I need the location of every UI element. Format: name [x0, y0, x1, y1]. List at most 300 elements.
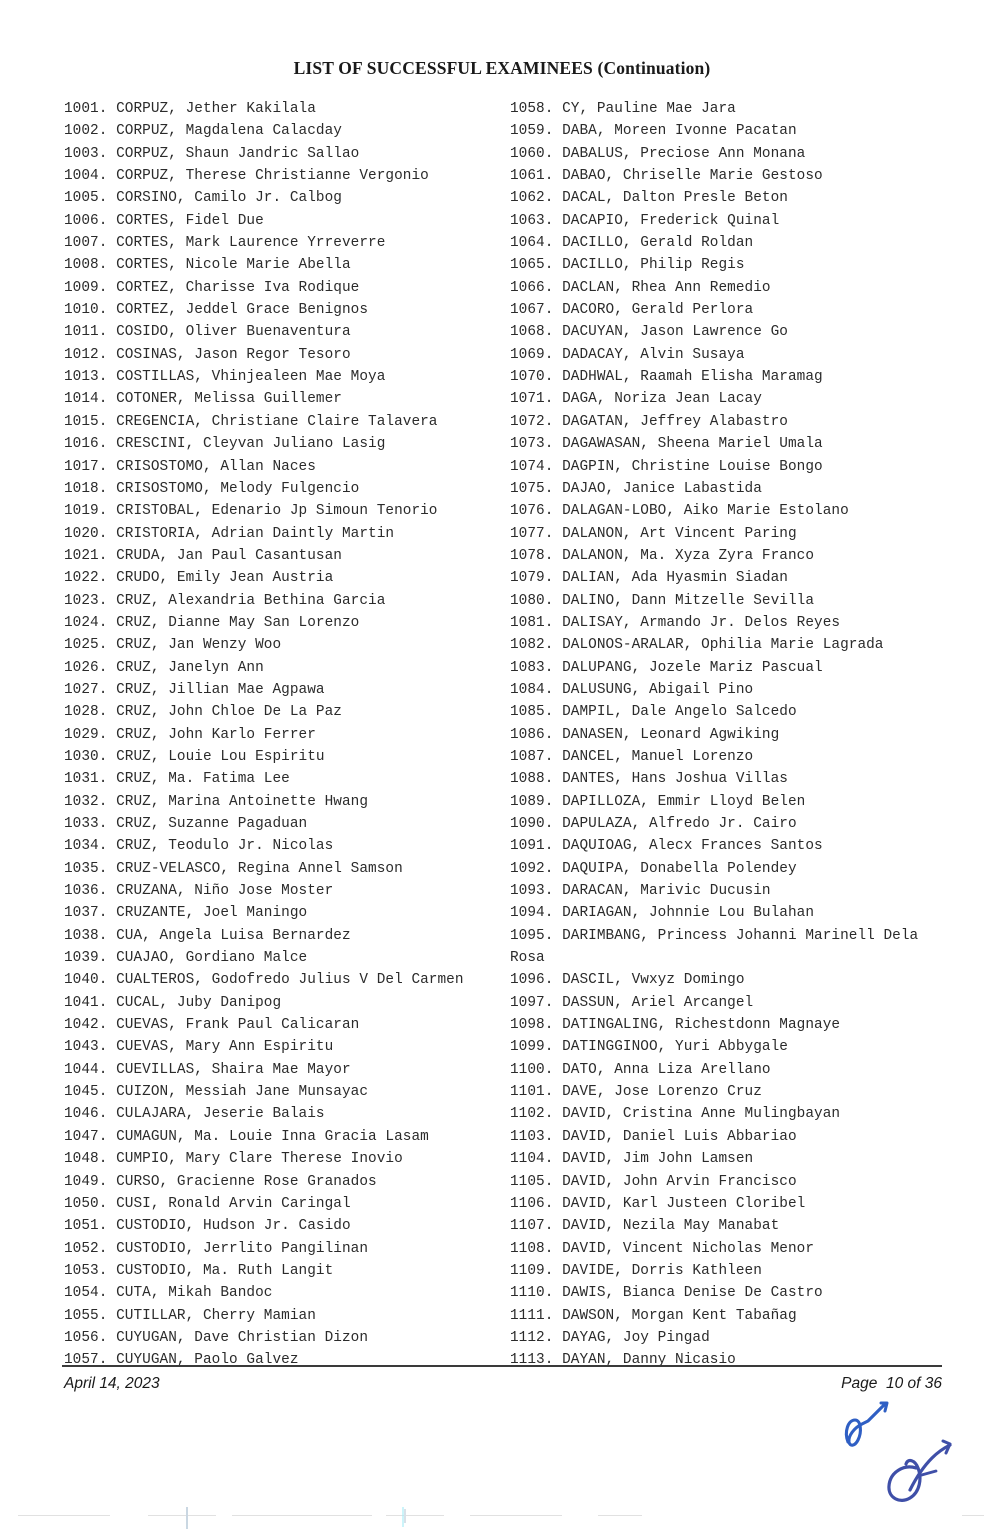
- examinee-entry: [510, 1036, 944, 1058]
- examinee-entry: [64, 746, 510, 768]
- examinee-number: 1087.: [510, 748, 554, 765]
- examinee-number: 1069.: [510, 346, 554, 363]
- examinee-number: 1066.: [510, 279, 554, 296]
- examinee-number: 1072.: [510, 413, 554, 430]
- examinee-entry: [510, 1126, 944, 1148]
- examinee-number: 1039.: [64, 950, 108, 967]
- examinee-number: 1075.: [510, 480, 554, 497]
- examinee-number: 1053.: [64, 1262, 108, 1279]
- examinee-name: CRUZ, Ma. Fatima Lee: [107, 771, 290, 788]
- examinee-name: DADACAY, Alvin Susaya: [553, 346, 745, 363]
- examinee-name: CRUZ, John Chloe De La Paz: [107, 704, 342, 721]
- examinee-name: CRUZ, Suzanne Pagaduan: [107, 816, 308, 832]
- examinee-entry: [64, 388, 510, 410]
- examinee-name: DALONOS-ARALAR, Ophilia Marie Lagrada: [553, 637, 884, 654]
- examinee-entry: [510, 858, 944, 880]
- examinee-entry: [510, 1059, 944, 1081]
- examinee-number: 1049.: [64, 1173, 108, 1190]
- examinee-name: CORTEZ, Charisse Iva Rodique: [107, 279, 360, 296]
- examinee-number: 1102.: [510, 1106, 554, 1123]
- examinee-number: 1034.: [64, 838, 108, 855]
- examinee-entry: [64, 366, 510, 388]
- examinee-name: DAGPIN, Christine Louise Bongo: [553, 458, 823, 475]
- examinee-entry: [510, 545, 944, 567]
- examinee-name: CRUZ, Janelyn Ann: [107, 659, 264, 676]
- examinee-number: 1091.: [510, 838, 554, 855]
- examinee-number: 1044.: [64, 1061, 108, 1078]
- examinee-list-column-left: [64, 98, 510, 1372]
- examinee-number: 1074.: [510, 458, 554, 475]
- examinee-name: DAYAG, Joy Pingad: [553, 1329, 710, 1346]
- examinee-entry: [64, 321, 510, 343]
- examinee-name: DALANON, Art Vincent Paring: [553, 525, 797, 542]
- examinee-list: [64, 98, 944, 1372]
- examinee-name: DAVID, Vincent Nicholas Menor: [553, 1240, 815, 1257]
- examinee-name: CRUDO, Emily Jean Austria: [107, 570, 334, 587]
- examinee-entry: [64, 98, 510, 120]
- examinee-entry: [64, 478, 510, 500]
- examinee-number: 1019.: [64, 503, 108, 520]
- examinee-name: CURSO, Gracienne Rose Granados: [107, 1173, 377, 1190]
- footer-divider: [62, 1365, 942, 1367]
- examinee-entry: [510, 366, 944, 388]
- examinee-entry: [510, 299, 944, 321]
- examinee-number: 1030.: [64, 748, 108, 765]
- examinee-number: 1062.: [510, 190, 554, 207]
- examinee-name: DARIMBANG, Princess Johanni Marinell Dela Rosa: [510, 927, 927, 967]
- examinee-entry: [64, 634, 510, 656]
- examinee-entry: [510, 1327, 944, 1349]
- examinee-number: 1011.: [64, 324, 108, 341]
- examinee-entry: [510, 1305, 944, 1327]
- examinee-name: CRUZ, Marina Antoinette Hwang: [107, 793, 369, 810]
- examinee-name: COTONER, Melissa Guillemer: [107, 391, 342, 408]
- examinee-entry: [510, 724, 944, 746]
- examinee-name: COSTILLAS, Vhinjealeen Mae Moya: [107, 369, 386, 386]
- examinee-entry: [64, 1126, 510, 1148]
- examinee-entry: [510, 456, 944, 478]
- examinee-number: 1050.: [64, 1195, 108, 1212]
- examinee-number: 1048.: [64, 1151, 108, 1168]
- examinee-name: DALUSUNG, Abigail Pino: [553, 681, 754, 698]
- examinee-number: 1017.: [64, 458, 108, 475]
- examinee-number: 1093.: [510, 883, 554, 900]
- examinee-list-column-right: [510, 98, 944, 1372]
- examinee-number: 1045.: [64, 1084, 108, 1101]
- examinee-name: DALIAN, Ada Hyasmin Siadan: [553, 570, 788, 587]
- examinee-number: 1103.: [510, 1128, 554, 1145]
- examinee-entry: [64, 165, 510, 187]
- examinee-number: 1098.: [510, 1017, 554, 1034]
- examinee-number: 1064.: [510, 235, 554, 252]
- examinee-number: 1110.: [510, 1285, 554, 1302]
- examinee-name: CRISTORIA, Adrian Daintly Martin: [107, 525, 395, 542]
- examinee-name: CUSTODIO, Jerrlito Pangilinan: [107, 1240, 369, 1257]
- examinee-entry: [510, 679, 944, 701]
- examinee-name: CRUZANTE, Joel Maningo: [107, 905, 308, 922]
- examinee-name: DACLAN, Rhea Ann Remedio: [553, 279, 771, 296]
- examinee-name: CRUZ, Alexandria Bethina Garcia: [107, 592, 386, 609]
- examinee-entry: [64, 500, 510, 522]
- examinee-name: CRUZ, John Karlo Ferrer: [107, 726, 316, 743]
- examinee-name: CUSTODIO, Ma. Ruth Langit: [107, 1262, 334, 1279]
- examinee-name: DATINGALING, Richestdonn Magnaye: [553, 1017, 841, 1034]
- examinee-number: 1052.: [64, 1240, 108, 1257]
- examinee-entry: [64, 567, 510, 589]
- examinee-entry: [64, 523, 510, 545]
- examinee-name: DAYAN, Danny Nicasio: [553, 1352, 736, 1369]
- examinee-entry: [510, 657, 944, 679]
- examinee-number: 1060.: [510, 145, 554, 162]
- examinee-number: 1056.: [64, 1329, 108, 1346]
- examinee-name: DASSUN, Ariel Arcangel: [553, 994, 754, 1011]
- examinee-name: CRESCINI, Cleyvan Juliano Lasig: [107, 436, 386, 453]
- examinee-name: CUEVAS, Frank Paul Calicaran: [107, 1017, 360, 1034]
- examinee-number: 1031.: [64, 771, 108, 788]
- examinee-number: 1008.: [64, 257, 108, 274]
- examinee-entry: [510, 98, 944, 120]
- examinee-name: CUTA, Mikah Bandoc: [107, 1285, 273, 1302]
- examinee-name: CREGENCIA, Christiane Claire Talavera: [107, 413, 438, 430]
- examinee-name: DAJAO, Janice Labastida: [553, 480, 762, 497]
- examinee-name: DACUYAN, Jason Lawrence Go: [553, 324, 788, 341]
- examinee-entry: [64, 187, 510, 209]
- examinee-name: DANASEN, Leonard Agwiking: [553, 726, 780, 743]
- examinee-name: DAQUIOAG, Alecx Frances Santos: [553, 838, 823, 855]
- examinee-name: CORTES, Mark Laurence Yrreverre: [107, 235, 386, 252]
- examinee-number: 1068.: [510, 324, 554, 341]
- examinee-entry: [64, 1103, 510, 1125]
- examinee-number: 1081.: [510, 614, 554, 631]
- examinee-name: DAWIS, Bianca Denise De Castro: [553, 1285, 823, 1302]
- examinee-name: COSIDO, Oliver Buenaventura: [107, 324, 351, 341]
- page-title: LIST OF SUCCESSFUL EXAMINEES (Continuation): [293, 58, 711, 78]
- examinee-entry: [64, 1260, 510, 1282]
- examinee-number: 1055.: [64, 1307, 108, 1324]
- examinee-entry: [510, 925, 944, 970]
- examinee-entry: [510, 567, 944, 589]
- examinee-name: DAQUIPA, Donabella Polendey: [553, 860, 797, 877]
- examinee-number: 1076.: [510, 503, 554, 520]
- examinee-name: DARACAN, Marivic Ducusin: [553, 883, 771, 900]
- examinee-entry: [64, 590, 510, 612]
- examinee-name: CRISOSTOMO, Melody Fulgencio: [107, 480, 360, 497]
- examinee-name: CUA, Angela Luisa Bernardez: [107, 927, 351, 944]
- examinee-name: DALISAY, Armando Jr. Delos Reyes: [553, 614, 841, 631]
- examinee-name: DABALUS, Preciose Ann Monana: [553, 145, 806, 162]
- examinee-entry: [510, 1014, 944, 1036]
- examinee-number: 1078.: [510, 547, 554, 564]
- examinee-number: 1095.: [510, 927, 554, 944]
- examinee-name: DATINGGINOO, Yuri Abbygale: [553, 1039, 788, 1056]
- examinee-number: 1029.: [64, 726, 108, 743]
- examinee-entry: [510, 969, 944, 991]
- examinee-entry: [510, 1103, 944, 1125]
- examinee-name: CUSI, Ronald Arvin Caringal: [107, 1195, 351, 1212]
- examinee-entry: [64, 1238, 510, 1260]
- examinee-name: DALANON, Ma. Xyza Zyra Franco: [553, 547, 815, 564]
- examinee-entry: [64, 679, 510, 701]
- examinee-number: 1054.: [64, 1285, 108, 1302]
- examinee-name: DASCIL, Vwxyz Domingo: [553, 972, 745, 989]
- examinee-name: CUAJAO, Gordiano Malce: [107, 950, 308, 967]
- examinee-name: DACAL, Dalton Presle Beton: [553, 190, 788, 207]
- examinee-number: 1070.: [510, 369, 554, 386]
- examinee-entry: [510, 768, 944, 790]
- examinee-entry: [510, 165, 944, 187]
- examinee-name: DADHWAL, Raamah Elisha Maramag: [553, 369, 823, 386]
- examinee-number: 1043.: [64, 1039, 108, 1056]
- examinee-entry: [64, 143, 510, 165]
- examinee-entry: [64, 992, 510, 1014]
- examinee-name: CRUZANA, Niño Jose Moster: [107, 883, 334, 900]
- page-footer: [62, 1375, 942, 1405]
- examinee-entry: [510, 500, 944, 522]
- examinee-number: 1105.: [510, 1173, 554, 1190]
- examinee-number: 1012.: [64, 346, 108, 363]
- examinee-number: 1022.: [64, 570, 108, 587]
- examinee-number: 1042.: [64, 1017, 108, 1034]
- examinee-number: 1002.: [64, 123, 108, 140]
- footer-page-number: Page 10 of 36: [841, 1375, 942, 1392]
- examinee-entry: [64, 858, 510, 880]
- examinee-entry: [64, 1305, 510, 1327]
- examinee-entry: [510, 813, 944, 835]
- examinee-name: CUYUGAN, Paolo Galvez: [107, 1352, 299, 1369]
- examinee-entry: [510, 612, 944, 634]
- examinee-entry: [510, 277, 944, 299]
- examinee-number: 1100.: [510, 1061, 554, 1078]
- examinee-number: 1009.: [64, 279, 108, 296]
- examinee-name: CY, Pauline Mae Jara: [553, 101, 736, 117]
- examinee-entry: [64, 411, 510, 433]
- examinee-entry: [510, 120, 944, 142]
- examinee-name: CUCAL, Juby Danipog: [107, 994, 282, 1011]
- examinee-name: DARIAGAN, Johnnie Lou Bulahan: [553, 905, 815, 922]
- examinee-entry: [64, 813, 510, 835]
- examinee-name: DALUPANG, Jozele Mariz Pascual: [553, 659, 823, 676]
- examinee-number: 1033.: [64, 816, 108, 832]
- examinee-number: 1112.: [510, 1329, 554, 1346]
- examinee-entry: [64, 1282, 510, 1304]
- examinee-number: 1071.: [510, 391, 554, 408]
- examinee-entry: [64, 902, 510, 924]
- scan-artifacts: [0, 1505, 1004, 1536]
- examinee-number: 1097.: [510, 994, 554, 1011]
- examinee-name: DAVID, Daniel Luis Abbariao: [553, 1128, 797, 1145]
- examinee-name: CUEVAS, Mary Ann Espiritu: [107, 1039, 334, 1056]
- examinee-entry: [64, 1059, 510, 1081]
- examinee-number: 1046.: [64, 1106, 108, 1123]
- examinee-number: 1099.: [510, 1039, 554, 1056]
- examinee-name: DAVID, Jim John Lamsen: [553, 1151, 754, 1168]
- examinee-name: DAWSON, Morgan Kent Tabañag: [553, 1307, 797, 1324]
- examinee-number: 1014.: [64, 391, 108, 408]
- examinee-entry: [510, 321, 944, 343]
- examinee-entry: [64, 1014, 510, 1036]
- examinee-entry: [64, 657, 510, 679]
- examinee-name: CORSINO, Camilo Jr. Calbog: [107, 190, 342, 207]
- examinee-entry: [64, 210, 510, 232]
- examinee-name: CUIZON, Messiah Jane Munsayac: [107, 1084, 369, 1101]
- examinee-entry: [510, 835, 944, 857]
- examinee-entry: [64, 724, 510, 746]
- examinee-entry: [510, 880, 944, 902]
- examinee-name: DABAO, Chriselle Marie Gestoso: [553, 168, 823, 185]
- examinee-number: 1077.: [510, 525, 554, 542]
- examinee-entry: [64, 612, 510, 634]
- examinee-entry: [510, 143, 944, 165]
- examinee-number: 1047.: [64, 1128, 108, 1145]
- examinee-number: 1101.: [510, 1084, 554, 1101]
- examinee-number: 1082.: [510, 637, 554, 654]
- examinee-entry: [510, 1215, 944, 1237]
- examinee-name: CUMPIO, Mary Clare Therese Inovio: [107, 1151, 403, 1168]
- examinee-number: 1027.: [64, 681, 108, 698]
- examinee-name: CUEVILLAS, Shaira Mae Mayor: [107, 1061, 351, 1078]
- footer-date: April 14, 2023: [64, 1375, 160, 1392]
- examinee-number: 1080.: [510, 592, 554, 609]
- examinee-entry: [510, 634, 944, 656]
- examinee-name: CORPUZ, Shaun Jandric Sallao: [107, 145, 360, 162]
- examinee-entry: [510, 232, 944, 254]
- examinee-name: DAVID, Karl Justeen Cloribel: [553, 1195, 806, 1212]
- examinee-number: 1084.: [510, 681, 554, 698]
- examinee-number: 1057.: [64, 1352, 108, 1369]
- examinee-name: CRUZ, Jan Wenzy Woo: [107, 637, 282, 654]
- examinee-number: 1086.: [510, 726, 554, 743]
- examinee-number: 1032.: [64, 793, 108, 810]
- examinee-name: CRISOSTOMO, Allan Naces: [107, 458, 316, 475]
- examinee-name: DABA, Moreen Ivonne Pacatan: [553, 123, 797, 140]
- examinee-number: 1024.: [64, 614, 108, 631]
- examinee-number: 1037.: [64, 905, 108, 922]
- examinee-entry: [64, 925, 510, 947]
- examinee-entry: [510, 478, 944, 500]
- examinee-entry: [510, 1081, 944, 1103]
- examinee-name: DAPULAZA, Alfredo Jr. Cairo: [553, 816, 797, 832]
- examinee-entry: [510, 992, 944, 1014]
- examinee-name: DAVIDE, Dorris Kathleen: [553, 1262, 762, 1279]
- examinee-name: CUTILLAR, Cherry Mamian: [107, 1307, 316, 1324]
- examinee-number: 1018.: [64, 480, 108, 497]
- examinee-entry: [64, 1193, 510, 1215]
- examinee-entry: [510, 1171, 944, 1193]
- examinee-number: 1067.: [510, 302, 554, 319]
- examinee-name: DANCEL, Manuel Lorenzo: [553, 748, 754, 765]
- examinee-entry: [64, 1349, 510, 1371]
- examinee-name: DAVID, Nezila May Manabat: [553, 1218, 780, 1235]
- examinee-name: DACAPIO, Frederick Quinal: [553, 212, 780, 229]
- examinee-name: CUSTODIO, Hudson Jr. Casido: [107, 1218, 351, 1235]
- examinee-entry: [64, 791, 510, 813]
- examinee-entry: [64, 969, 510, 991]
- signature-mark-2: [880, 1438, 970, 1513]
- examinee-number: 1003.: [64, 145, 108, 162]
- examinee-entry: [64, 456, 510, 478]
- examinee-entry: [64, 433, 510, 455]
- examinee-number: 1083.: [510, 659, 554, 676]
- examinee-number: 1059.: [510, 123, 554, 140]
- examinee-number: 1061.: [510, 168, 554, 185]
- examinee-number: 1051.: [64, 1218, 108, 1235]
- examinee-number: 1094.: [510, 905, 554, 922]
- examinee-number: 1107.: [510, 1218, 554, 1235]
- examinee-entry: [510, 1148, 944, 1170]
- examinee-entry: [510, 1238, 944, 1260]
- examinee-entry: [510, 902, 944, 924]
- examinee-entry: [64, 1215, 510, 1237]
- examinee-name: CORPUZ, Magdalena Calacday: [107, 123, 342, 140]
- examinee-entry: [64, 701, 510, 723]
- examinee-name: DAGATAN, Jeffrey Alabastro: [553, 413, 788, 430]
- examinee-name: DAGAWASAN, Sheena Mariel Umala: [553, 436, 823, 453]
- examinee-name: CRUZ, Teodulo Jr. Nicolas: [107, 838, 334, 855]
- examinee-entry: [64, 254, 510, 276]
- examinee-number: 1073.: [510, 436, 554, 453]
- examinee-entry: [64, 277, 510, 299]
- examinee-name: CRUZ, Louie Lou Espiritu: [107, 748, 325, 765]
- examinee-number: 1023.: [64, 592, 108, 609]
- examinee-entry: [64, 1036, 510, 1058]
- examinee-entry: [510, 210, 944, 232]
- examinee-number: 1106.: [510, 1195, 554, 1212]
- examinee-number: 1004.: [64, 168, 108, 185]
- examinee-entry: [510, 1282, 944, 1304]
- examinee-number: 1010.: [64, 302, 108, 319]
- examinee-name: DACILLO, Gerald Roldan: [553, 235, 754, 252]
- examinee-number: 1005.: [64, 190, 108, 207]
- examinee-entry: [64, 880, 510, 902]
- examinee-name: DALAGAN-LOBO, Aiko Marie Estolano: [553, 503, 849, 520]
- examinee-name: CORPUZ, Jether Kakilala: [107, 101, 316, 117]
- examinee-entry: [64, 947, 510, 969]
- examinee-number: 1015.: [64, 413, 108, 430]
- examinee-number: 1025.: [64, 637, 108, 654]
- examinee-entry: [64, 299, 510, 321]
- examinee-entry: [510, 433, 944, 455]
- examinee-number: 1085.: [510, 704, 554, 721]
- examinee-entry: [64, 835, 510, 857]
- examinee-name: CRUDA, Jan Paul Casantusan: [107, 547, 342, 564]
- examinee-number: 1040.: [64, 972, 108, 989]
- examinee-name: COSINAS, Jason Regor Tesoro: [107, 346, 351, 363]
- examinee-number: 1088.: [510, 771, 554, 788]
- examinee-entry: [510, 1260, 944, 1282]
- examinee-entry: [510, 1349, 944, 1371]
- examinee-number: 1109.: [510, 1262, 554, 1279]
- examinee-name: DAGA, Noriza Jean Lacay: [553, 391, 762, 408]
- examinee-entry: [64, 232, 510, 254]
- examinee-number: 1021.: [64, 547, 108, 564]
- examinee-name: DAVID, John Arvin Francisco: [553, 1173, 797, 1190]
- examinee-number: 1104.: [510, 1151, 554, 1168]
- examinee-number: 1090.: [510, 816, 554, 832]
- examinee-entry: [510, 254, 944, 276]
- examinee-number: 1028.: [64, 704, 108, 721]
- examinee-name: CRUZ, Jillian Mae Agpawa: [107, 681, 325, 698]
- examinee-name: DAPILLOZA, Emmir Lloyd Belen: [553, 793, 806, 810]
- examinee-name: CULAJARA, Jeserie Balais: [107, 1106, 325, 1123]
- examinee-number: 1036.: [64, 883, 108, 900]
- examinee-name: DAVE, Jose Lorenzo Cruz: [553, 1084, 762, 1101]
- examinee-entry: [64, 1171, 510, 1193]
- examinee-entry: [64, 344, 510, 366]
- examinee-number: 1041.: [64, 994, 108, 1011]
- examinee-name: CUALTEROS, Godofredo Julius V Del Carmen: [107, 972, 464, 989]
- examinee-number: 1065.: [510, 257, 554, 274]
- examinee-number: 1007.: [64, 235, 108, 252]
